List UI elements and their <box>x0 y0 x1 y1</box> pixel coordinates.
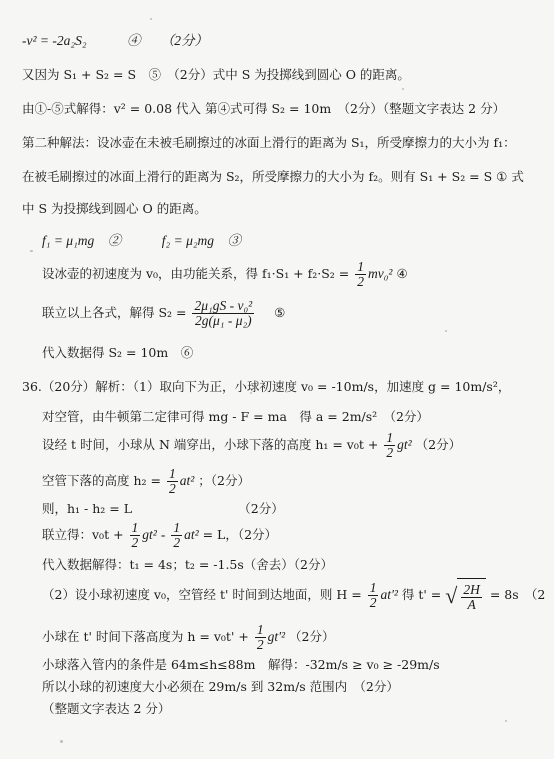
fraction-numerator: 1 <box>256 622 264 637</box>
equation-s2-result <box>42 296 285 330</box>
equation-number-5: ⑤ <box>274 305 286 320</box>
term-at-squared: at² <box>184 527 199 542</box>
term-gt-squared: gt² <box>142 527 157 542</box>
h-drop-text: 小球在 t' 时间下落高度为 h = v₀t' + <box>42 629 249 644</box>
t-prime-label: 得 t' = <box>401 587 442 603</box>
fraction-denominator: 2 <box>357 274 364 289</box>
text-line-solved-times: 代入数据解得：t₁ = 4s；t₂ = -1.5s（舍去）（2分） <box>42 557 333 572</box>
s2-result-text: 联立以上各式，解得 S₂ = <box>42 305 187 320</box>
text-line-brushed-ice: 在被毛刷擦过的冰面上滑行的距离为 S₂，所受摩擦力的大小为 f₂。则有 S₁ + S₂ = S ① 式 <box>22 169 524 184</box>
text-line-s-sum: 又因为 S₁ + S₂ = S ⑤ （2分）式中 S 为投掷线到圆心 O 的距离。 <box>22 67 410 82</box>
fraction-half <box>255 623 266 652</box>
fraction-numerator: 1 <box>386 430 394 445</box>
h1-text: 设经 t 时间，小球从 N 端穿出，小球下落的高度 h₁ = v₀t + <box>42 437 379 452</box>
fraction-numerator: 1 <box>369 580 377 596</box>
term-at-squared: at² <box>179 473 195 488</box>
equation-part-2-time <box>42 578 545 613</box>
fraction-denominator: 2 <box>256 637 264 652</box>
combined-result: = L，（2分） <box>202 527 278 542</box>
equation-h1-minus-h2: 则，h₁ - h₂ = L （2分） <box>42 501 284 516</box>
fraction-half <box>355 260 366 289</box>
text-line-conclusion: 所以小球的初速度大小必须在 29m/s 到 32m/s 范围内 （2分） <box>42 679 399 694</box>
fraction-denominator: 2 <box>168 481 176 496</box>
equation-friction-forces: f₁ = μ₁mg ② f₂ = μ₂mg ③ <box>42 233 242 248</box>
minus-sign: - <box>160 527 166 542</box>
text-line-s-definition: 中 S 为投掷线到圆心 O 的距离。 <box>22 201 207 216</box>
term-gt-prime-squared: gt'² <box>267 629 286 644</box>
radical-sign: √ <box>445 582 458 608</box>
text-line-solve-s2: 由①-⑤式解得：v² = 0.08 代入 第④式可得 S₂ = 10m （2分）（整题文字表达 2 分） <box>22 101 506 116</box>
equation-line-4: -v² = -2a₂S₂ ④ （2分） <box>22 33 209 48</box>
text-line-data-result: 代入数据得 S₂ = 10m ⑥ <box>42 345 194 360</box>
fraction-numerator: 1 <box>173 520 181 535</box>
fraction-numerator: 2μ₁gS - v₀² <box>194 298 253 313</box>
fraction-denominator: 2 <box>369 595 377 611</box>
fraction-s2 <box>192 299 254 328</box>
fraction-2h-over-a <box>461 583 482 612</box>
term-gt-squared: gt² <box>397 437 412 452</box>
text-line-condition: 小球落入管内的条件是 64m≤h≤88m 解得：-32m/s ≥ v₀ ≥ -29m/s <box>42 657 440 672</box>
scan-speck <box>505 720 507 722</box>
fraction-half <box>130 521 141 550</box>
h2-text: 空管下落的高度 h₂ = <box>42 473 161 488</box>
equation-number-4: ④ <box>396 266 408 281</box>
fraction-denominator: 2g(μ₁ - μ₂) <box>194 313 252 328</box>
t-prime-result: = 8s （2 <box>489 587 546 603</box>
equation-energy-relation <box>42 258 408 290</box>
equation-h2 <box>42 466 250 496</box>
text-line-expression-score: （整题文字表达 2 分） <box>42 701 171 716</box>
fraction-numerator: 2H <box>463 581 480 597</box>
scan-speck <box>60 740 63 743</box>
text-line-newton-law: 对空管，由牛顿第二定律可得 mg - F = ma 得 a = 2m/s² （2分） <box>42 409 429 424</box>
scan-speck <box>250 392 252 394</box>
equation-combined <box>42 520 277 550</box>
fraction-numerator: 1 <box>357 259 364 274</box>
score-2: （2分） <box>415 437 462 452</box>
fraction-denominator: A <box>467 596 476 612</box>
question-36-heading: 36.（20分）解析：（1）取向下为正，小球初速度 v₀ = -10m/s，加速度 g = 10m/s²， <box>22 379 511 394</box>
fraction-denominator: 2 <box>386 445 394 460</box>
score-2: ；（2分） <box>198 473 250 488</box>
energy-relation-text: 设冰壶的初速度为 v₀，由功能关系，得 f₁·S₁ + f₂·S₂ = <box>42 266 350 281</box>
fraction-numerator: 1 <box>168 466 176 481</box>
fraction-half <box>171 521 182 550</box>
scan-speck <box>402 88 404 90</box>
fraction-half <box>167 467 178 496</box>
score-2: （2分） <box>289 629 335 644</box>
term-at-prime-squared: at'² <box>380 587 398 603</box>
fraction-denominator: 2 <box>173 535 181 550</box>
part-2-text: （2）设小球初速度 v₀，空管经 t' 时间到达地面，则 H = <box>42 587 362 603</box>
combined-text: 联立得：v₀t + <box>42 527 124 542</box>
square-root-expression <box>445 578 486 613</box>
fraction-half <box>368 581 379 610</box>
equation-h-drop <box>42 622 334 652</box>
fraction-numerator: 1 <box>131 520 139 535</box>
text-line-second-method: 第二种解法：设冰壶在未被毛刷擦过的冰面上滑行的距离为 S₁，所受摩擦力的大小为 f₁： <box>22 135 516 150</box>
scan-speck <box>445 330 447 332</box>
equation-h1 <box>42 430 461 460</box>
fraction-denominator: 2 <box>131 535 139 550</box>
term-mv0-squared: mv₀² <box>368 266 393 281</box>
scan-speck <box>30 250 33 252</box>
fraction-half <box>384 431 395 460</box>
scan-speck <box>150 18 152 20</box>
